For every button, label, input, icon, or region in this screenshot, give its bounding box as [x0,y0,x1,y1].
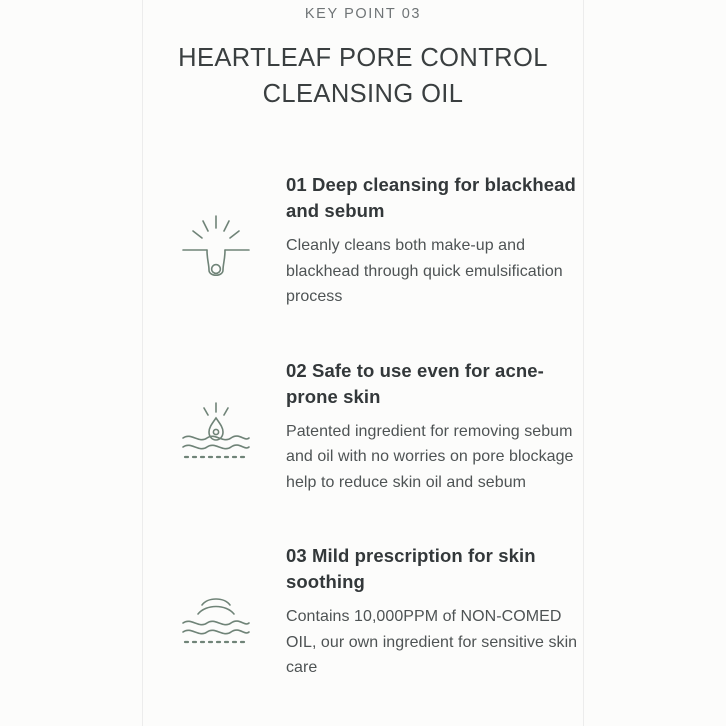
feature-heading: 03 Mild prescription for skin soothing [286,545,536,592]
feature-body: Contains 10,000PPM of NON-COMED OIL, our own ingredient for sensitive skin care [286,608,578,676]
feature-list [168,172,588,681]
eyebrow-label: KEY POINT 03 [304,6,422,22]
list-item [168,358,588,496]
feature-text [264,543,588,681]
feature-body: Patented ingredient for removing sebum and oil with no worries on pore blockage help to reduce skin oil and sebum [286,422,574,491]
feature-heading: 02 Safe to use even for acne-prone skin [286,359,544,407]
feature-text [264,172,588,310]
page-title-line-2: CLEANSING OIL [262,80,464,108]
list-item [168,543,588,681]
feature-body: Cleanly cleans both make-up and blackhead through quick emulsification process [286,237,563,305]
page-title-line-1: HEARTLEAF PORE CONTROL [178,44,548,72]
pore-extraction-icon [168,172,264,286]
feature-heading: 01 Deep cleansing for blackhead and sebum [286,174,576,221]
page-title [0,40,726,112]
soothing-waves-icon [168,543,264,651]
list-item [168,172,588,310]
feature-text [264,358,588,496]
sebum-layer-icon [168,358,264,466]
